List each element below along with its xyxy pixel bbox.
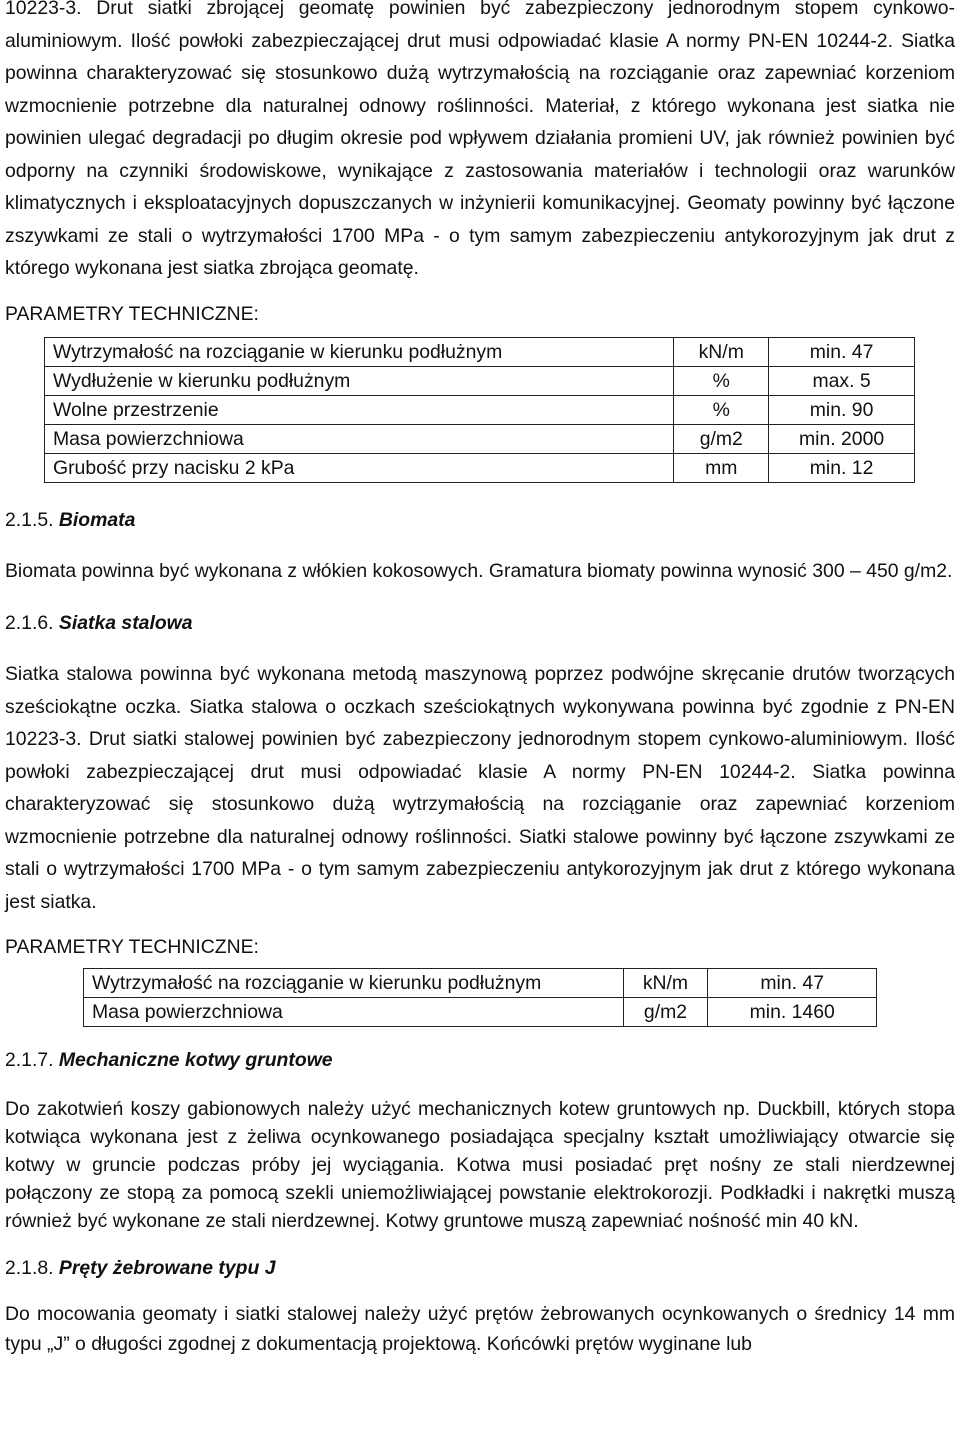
param-unit: g/m2 [674,425,769,454]
section-title: Biomata [58,509,136,531]
section-heading-prety [5,1253,955,1283]
param-unit: % [674,367,769,396]
params-heading-2: PARAMETRY TECHNICZNE: [5,936,259,958]
table-row [45,454,915,483]
table-row [45,396,915,425]
biomata-paragraph: Biomata powinna być wykonana z włókien kokosowych. Gramatura biomaty powinna wynosić 300 – 450 g/m2. [5,560,953,582]
siatka-paragraph: Siatka stalowa powinna być wykonana metodą maszynową poprzez podwójne skręcanie drutów tworzących sześciokątne oczka. Siatka stalowa o oczkach sześciokątnych wykonywana powinna być zgodnie z PN-EN 10223-3. Drut siatki stalowej powinien być zabezpieczony jednorodnym stopem cynkowo-aluminiowym. Ilość powłoki zabezpieczającej drut musi odpowiadać klasie A normy PN-EN 10244-2. Siatka powinna charakteryzować się stosunkowo dużą wytrzymałością na rozciąganie oraz zapewniać korzeniom wzmocnienie potrzebne dla naturalnej odnowy roślinności. Siatki stalowe powinny być łączone zszywkami ze stali o wytrzymałości 1700 MPa - o tym samym zabezpieczeniu antykorozyjnym jak drut z którego wykonana jest siatka. [5,663,955,913]
param-unit: mm [674,454,769,483]
section-number: 2.1.7. [5,1049,54,1071]
table-row [45,338,915,367]
section-title: Pręty żebrowane typu J [58,1257,276,1279]
section-number: 2.1.5. [5,509,54,531]
param-unit: kN/m [623,969,708,998]
param-value: min. 90 [769,396,915,425]
table-row [84,969,877,998]
param-name: Wytrzymałość na rozciąganie w kierunku podłużnym [84,969,624,998]
table-row [84,998,877,1027]
params-heading-1: PARAMETRY TECHNICZNE: [5,303,259,325]
param-value: min. 47 [708,969,877,998]
param-name: Masa powierzchniowa [45,425,674,454]
param-value: max. 5 [769,367,915,396]
kotwy-paragraph: Do zakotwień koszy gabionowych należy użyć mechanicznych kotew gruntowych np. Duckbill, których stopa kotwiąca wykonana jest z żeliwa ocynkowanego posiadająca specjalny kształt umożliwiający otwarcie się kotwy w gruncie podczas próby jej wyciągania. Kotwa musi posiadać pręt nośny ze stali nierdzewnej połączony ze stopą za pomocą szekli uniemożliwiającej powstanie elektrokorozji. Podkładki i nakrętki muszą również być wykonane ze stali nierdzewnej. Kotwy gruntowe muszą zapewniać nośność min 40 kN. [5,1098,955,1232]
param-value: min. 1460 [708,998,877,1027]
section-heading-kotwy [5,1045,955,1075]
param-name: Wydłużenie w kierunku podłużnym [45,367,674,396]
param-name: Wolne przestrzenie [45,396,674,425]
section-title: Mechaniczne kotwy gruntowe [58,1049,333,1071]
section-heading-biomata [5,505,955,535]
param-unit: kN/m [674,338,769,367]
param-name: Wytrzymałość na rozciąganie w kierunku podłużnym [45,338,674,367]
section-number: 2.1.8. [5,1257,54,1279]
section-heading-siatka [5,608,955,638]
param-value: min. 12 [769,454,915,483]
table-row [45,425,915,454]
param-name: Grubość przy nacisku 2 kPa [45,454,674,483]
param-unit: % [674,396,769,425]
section-number: 2.1.6. [5,612,54,634]
param-value: min. 47 [769,338,915,367]
table-row [45,367,915,396]
param-value: min. 2000 [769,425,915,454]
params-table-2 [83,968,877,1027]
param-unit: g/m2 [623,998,708,1027]
prety-paragraph: Do mocowania geomaty i siatki stalowej należy użyć prętów żebrowanych ocynkowanych o średnicy 14 mm typu „J” o długości zgodnej z dokumentacją projektową. Końcówki prętów wyginane lub [5,1303,955,1355]
params-table-1 [44,337,915,483]
top-paragraph: 10223-3. Drut siatki zbrojącej geomatę powinien być zabezpieczony jednorodnym stopem cynkowo-aluminiowym. Ilość powłoki zabezpieczającej drut musi odpowiadać klasie A normy PN-EN 10244-2. Siatka powinna charakteryzować się stosunkowo dużą wytrzymałością na rozciąganie oraz zapewniać korzeniom wzmocnienie potrzebne dla naturalnej odnowy roślinności. Materiał, z którego wykonana jest siatka nie powinien ulegać degradacji po długim okresie pod wpływem działania promieni UV, jak również powinien być odporny na czynniki środowiskowe, wynikające z zastosowania materiałów i technologii oraz warunków klimatycznych i eksploatacyjnych dopuszczanych w inżynierii komunikacyjnej. Geomaty powinny być łączone zszywkami ze stali o wytrzymałości 1700 MPa - o tym samym zabezpieczeniu antykorozyjnym jak drut z którego wykonana jest siatka zbrojąca geomatę. [5,0,955,279]
section-title: Siatka stalowa [58,612,193,634]
param-name: Masa powierzchniowa [84,998,624,1027]
